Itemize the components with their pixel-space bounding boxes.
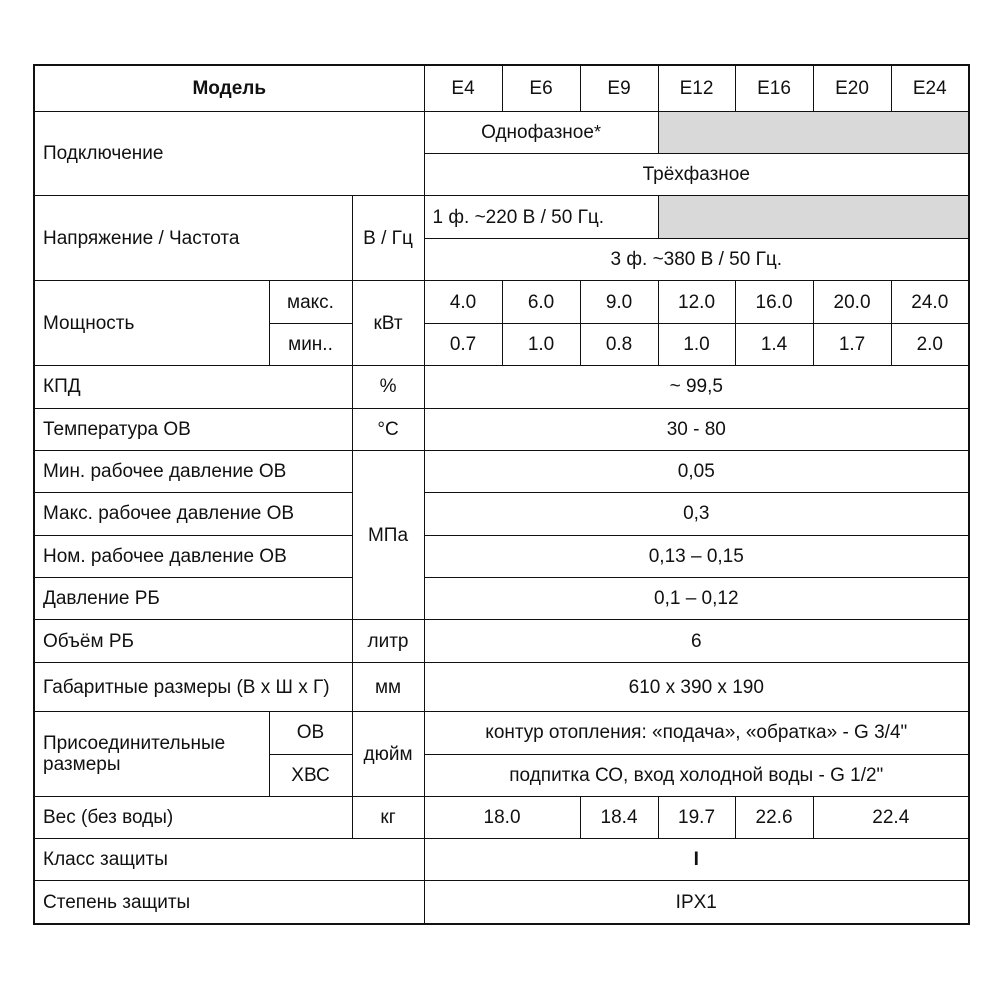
dimensions-label: Габаритные размеры (В х Ш х Г) [34,663,352,712]
connections-label: Присоединительные размеры [34,712,269,796]
voltage-three: 3 ф. ~380 В / 50 Гц. [424,239,969,281]
power-max-cell: 24.0 [891,281,969,323]
power-min-cell: 1.4 [735,323,813,365]
voltage-single: 1 ф. ~220 В / 50 Гц. [424,196,658,239]
connections-unit: дюйм [352,712,424,796]
connection-single-text: Однофазное [481,121,594,143]
connection-row [34,111,969,153]
connection-single [424,111,658,153]
na-cell [658,196,969,239]
weight-cell: 18.4 [580,796,658,838]
pressure-min-row [34,451,969,493]
spec-table [33,64,970,925]
power-max-label: макс. [269,281,352,323]
protection-class-value: I [424,838,969,880]
temperature-row [34,409,969,451]
power-max-cell: 16.0 [735,281,813,323]
power-max-cell: 20.0 [813,281,891,323]
connections-ov-value: контур отопления: «подача», «обратка» - G 3/4" [424,712,969,754]
model-cell: E4 [424,65,502,111]
model-header: Модель [34,65,424,111]
power-min-cell: 0.8 [580,323,658,365]
pressure-nom-label: Ном. рабочее давление ОВ [34,535,352,577]
connection-three: Трёхфазное [424,153,969,195]
efficiency-unit: % [352,365,424,408]
voltage-label: Напряжение / Частота [34,196,352,281]
weight-cell: 22.4 [813,796,969,838]
power-max-cell: 12.0 [658,281,735,323]
power-max-cell: 4.0 [424,281,502,323]
power-min-cell: 0.7 [424,323,502,365]
footnote-mark: * [593,121,601,142]
efficiency-label: КПД [34,365,352,408]
dimensions-unit: мм [352,663,424,712]
voltage-unit: В / Гц [352,196,424,281]
model-cell: E6 [502,65,580,111]
weight-row [34,796,969,838]
na-cell [658,111,969,153]
power-max-cell: 9.0 [580,281,658,323]
dimensions-value: 610 х 390 х 190 [424,663,969,712]
power-min-cell: 1.0 [502,323,580,365]
power-min-cell: 1.0 [658,323,735,365]
header-row [34,65,969,111]
temperature-value: 30 - 80 [424,409,969,451]
pressure-max-row [34,493,969,535]
protection-degree-row [34,881,969,924]
voltage-row [34,196,969,239]
pressure-max-label: Макс. рабочее давление ОВ [34,493,352,535]
model-cell: E12 [658,65,735,111]
connections-hvs-value: подпитка СО, вход холодной воды - G 1/2" [424,754,969,796]
tank-volume-label: Объём РБ [34,619,352,662]
weight-unit: кг [352,796,424,838]
connections-ov-row [34,712,969,754]
protection-class-row [34,838,969,880]
model-cell: E20 [813,65,891,111]
connection-label: Подключение [34,111,424,195]
pressure-tank-row [34,577,969,619]
pressure-tank-label: Давление РБ [34,577,352,619]
pressure-max-value: 0,3 [424,493,969,535]
protection-degree-value: IPX1 [424,881,969,924]
pressure-min-value: 0,05 [424,451,969,493]
pressure-nom-value: 0,13 – 0,15 [424,535,969,577]
weight-cell: 18.0 [424,796,580,838]
protection-degree-label: Степень защиты [34,881,424,924]
connections-ov-label: ОВ [269,712,352,754]
pressure-unit: МПа [352,451,424,620]
weight-label: Вес (без воды) [34,796,352,838]
tank-volume-value: 6 [424,619,969,662]
model-cell: E24 [891,65,969,111]
model-cell: E9 [580,65,658,111]
power-min-cell: 1.7 [813,323,891,365]
pressure-tank-value: 0,1 – 0,12 [424,577,969,619]
pressure-min-label: Мин. рабочее давление ОВ [34,451,352,493]
protection-class-label: Класс защиты [34,838,424,880]
temperature-label: Температура ОВ [34,409,352,451]
efficiency-value: ~ 99,5 [424,365,969,408]
weight-cell: 19.7 [658,796,735,838]
power-label: Мощность [34,281,269,365]
weight-cell: 22.6 [735,796,813,838]
power-min-cell: 2.0 [891,323,969,365]
dimensions-row [34,663,969,712]
connections-hvs-label: ХВС [269,754,352,796]
power-max-cell: 6.0 [502,281,580,323]
pressure-nom-row [34,535,969,577]
power-unit: кВт [352,281,424,365]
power-max-row [34,281,969,323]
efficiency-row [34,365,969,408]
tank-volume-unit: литр [352,619,424,662]
temperature-unit: °С [352,409,424,451]
model-cell: E16 [735,65,813,111]
power-min-label: мин.. [269,323,352,365]
tank-volume-row [34,619,969,662]
